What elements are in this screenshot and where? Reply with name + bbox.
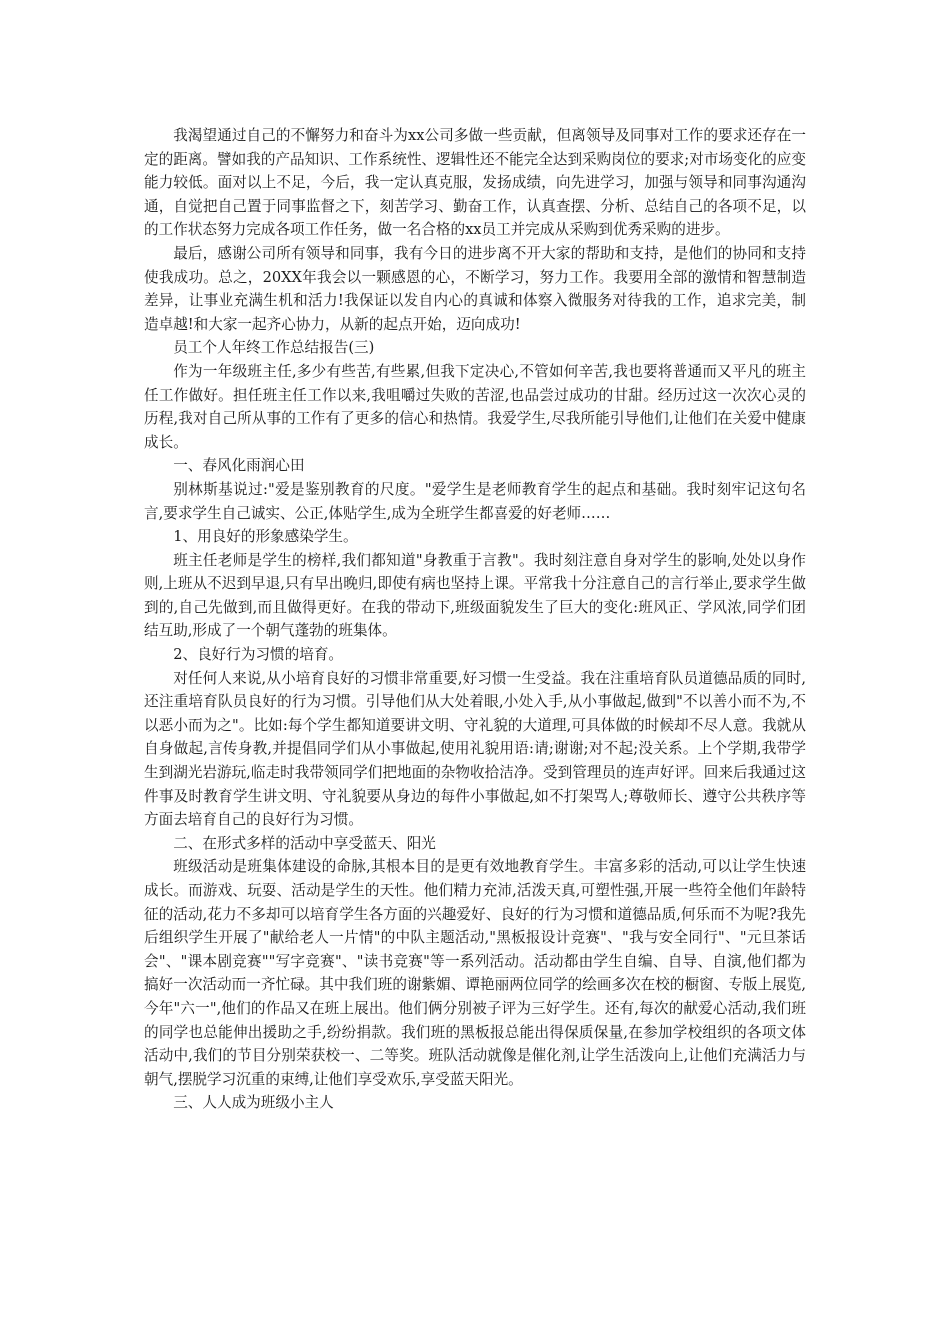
section-heading: 二、在形式多样的活动中享受蓝天、阳光	[173, 834, 436, 852]
section-title: 员工个人年终工作总结报告(三)	[173, 339, 375, 357]
section-heading: 三、人人成为班级小主人	[173, 1094, 334, 1112]
paragraph: 最后，感谢公司所有领导和同事，我有今日的进步离不开大家的帮助和支持，是他们的协同和支持使我成功。总之，20XX年我会以一颗感恩的心，不断学习，努力工作。我要用全部的激情和智慧制造差异，让事业充满生机和活力!我保证以发自内心的真诚和体察入微服务对待我的工作，追求完美，制造卓越!和大家一起齐心协力，从新的起点开始，迈向成功!	[144, 244, 806, 333]
document-page	[144, 124, 806, 1115]
paragraph: 作为一年级班主任,多少有些苦,有些累,但我下定决心,不管如何辛苦,我也要将普通而又平凡的班主任工作做好。担任班主任工作以来,我咀嚼过失败的苦涩,也品尝过成功的甘甜。经历过这一次次心灵的历程,我对自己所从事的工作有了更多的信心和热情。我爱学生,尽我所能引导他们,让他们在关爱中健康成长。	[144, 362, 806, 451]
subsection-heading: 2、良好行为习惯的培育。	[173, 646, 344, 664]
paragraph: 别林斯基说过:"爱是鉴别教育的尺度。"爱学生是老师教育学生的起点和基础。我时刻牢记这句名言,要求学生自己诚实、公正,体贴学生,成为全班学生都喜爱的好老师……	[144, 480, 806, 522]
subsection-heading: 1、用良好的形象感染学生。	[173, 528, 358, 546]
paragraph: 班主任老师是学生的榜样,我们都知道"身教重于言教"。我时刻注意自身对学生的影响,处处以身作则,上班从不迟到早退,只有早出晚归,即使有病也坚持上课。平常我十分注意自己的言行举止,要求学生做到的,自己先做到,而且做得更好。在我的带动下,班级面貌发生了巨大的变化:班风正、学风浓,同学们团结互助,形成了一个朝气蓬勃的班集体。	[144, 551, 806, 640]
paragraph: 对任何人来说,从小培育良好的习惯非常重要,好习惯一生受益。我在注重培育队员道德品质的同时,还注重培育队员良好的行为习惯。引导他们从大处着眼,小处入手,从小事做起,做到"不以善小而不为,不以恶小而为之"。比如:每个学生都知道要讲文明、守礼貌的大道理,可具体做的时候却不尽人意。我就从自身做起,言传身教,并提倡同学们从小事做起,使用礼貌用语:请;谢谢;对不起;没关系。上个学期,我带学生到湖光岩游玩,临走时我带领同学们把地面的杂物收拾洁净。受到管理员的连声好评。回来后我通过这件事及时教育学生讲文明、守礼貌要从身边的每件小事做起,如不打架骂人;尊敬师长、遵守公共秩序等方面去培育自己的良好行为习惯。	[144, 669, 806, 829]
paragraph: 班级活动是班集体建设的命脉,其根本目的是更有效地教育学生。丰富多彩的活动,可以让学生快速成长。而游戏、玩耍、活动是学生的天性。他们精力充沛,活泼天真,可塑性强,开展一些符全他们年龄特征的活动,花力不多却可以培育学生各方面的兴趣爱好、良好的行为习惯和道德品质,何乐而不为呢?我先后组织学生开展了"献给老人一片情"的中队主题活动,"黑板报设计竞赛"、"我与安全同行"、"元旦茶话会"、"课本剧竞赛""写字竞赛"、"读书竞赛"等一系列活动。活动都由学生自编、自导、自演,他们都为搞好一次活动而一齐忙碌。其中我们班的谢紫媚、谭艳丽两位同学的绘画多次在校的橱窗、专版上展览,今年"六一",他们的作品又在班上展出。他们俩分别被子评为三好学生。还有,每次的献爱心活动,我们班的同学也总能伸出援助之手,纷纷捐款。我们班的黑板报总能出得保质保量,在参加学校组织的各项文体活动中,我们的节目分别荣获校一、二等奖。班队活动就像是催化剂,让学生活泼向上,让他们充满活力与朝气,摆脱学习沉重的束缚,让他们享受欢乐,享受蓝天阳光。	[144, 858, 806, 1088]
paragraph: 我渴望通过自己的不懈努力和奋斗为xx公司多做一些贡献，但离领导及同事对工作的要求还存在一定的距离。譬如我的产品知识、工作系统性、逻辑性还不能完全达到采购岗位的要求;对市场变化的应变能力较低。面对以上不足，今后，我一定认真克服，发扬成绩，向先进学习，加强与领导和同事沟通沟通，自觉把自己置于同事监督之下，刻苦学习、勤奋工作，认真查摆、分析、总结自己的各项不足，以的工作状态努力完成各项工作任务，做一名合格的xx员工并完成从采购到优秀采购的进步。	[144, 127, 806, 239]
section-heading: 一、春风化雨润心田	[173, 457, 305, 475]
